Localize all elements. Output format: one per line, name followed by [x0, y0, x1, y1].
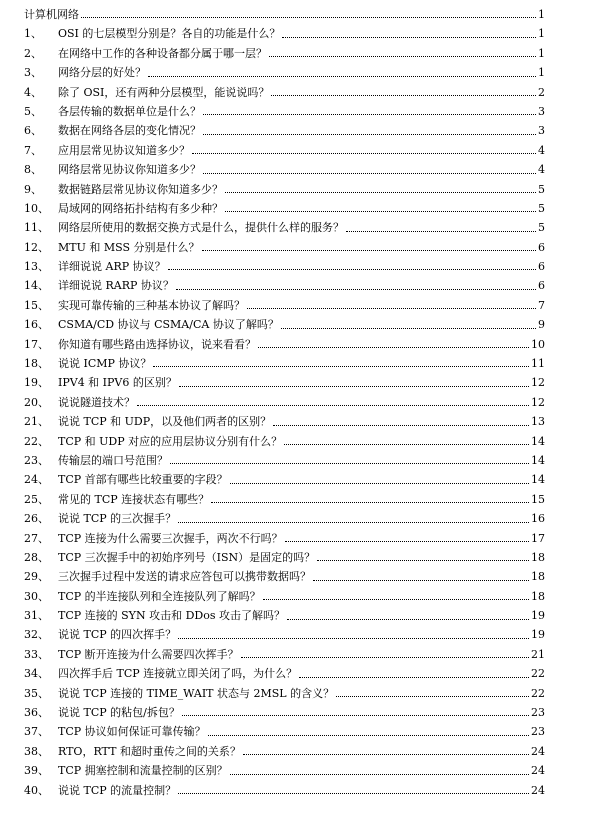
toc-entry-title: 说说 ICMP 协议？: [58, 357, 152, 371]
toc-dot-leader: [81, 17, 536, 18]
toc-entry[interactable]: [24, 24, 545, 43]
toc-entry-title: 详细说说 RARP 协议？: [58, 279, 174, 293]
toc-dot-leader: [230, 483, 529, 484]
toc-dot-leader: [317, 560, 529, 561]
toc-entry-title: MTU 和 MSS 分别是什么？: [58, 240, 200, 254]
toc-entry-number: 28、: [24, 550, 49, 564]
toc-entry-number: 12、: [24, 240, 49, 254]
toc-entry[interactable]: [24, 354, 545, 373]
toc-entry-title: TCP 连接为什么需要三次握手，两次不行吗？: [58, 531, 283, 545]
toc-dot-leader: [148, 76, 536, 77]
toc-entry-page: 1: [538, 66, 545, 80]
toc-entry[interactable]: [24, 761, 545, 780]
toc-entry-page: 12: [531, 376, 545, 390]
toc-entry-title: TCP 首部有哪些比较重要的字段？: [58, 473, 228, 487]
toc-dot-leader: [170, 463, 529, 464]
toc-entry-number: 36、: [24, 706, 49, 720]
toc-entry-number: 13、: [24, 260, 49, 274]
toc-dot-leader: [243, 754, 529, 755]
toc-entry-number: 17、: [24, 337, 49, 351]
toc-entry[interactable]: [24, 393, 545, 412]
toc-entry[interactable]: [24, 567, 545, 586]
toc-entry[interactable]: [24, 63, 545, 82]
toc-entry-number: 10、: [24, 201, 49, 215]
toc-dot-leader: [230, 774, 529, 775]
toc-entry-title: 网络层所使用的数据交换方式是什么，提供什么样的服务？: [58, 221, 344, 235]
toc-entry-page: 1: [538, 46, 545, 60]
toc-entry[interactable]: [24, 160, 545, 179]
toc-entry[interactable]: [24, 180, 545, 199]
toc-dot-leader: [285, 541, 529, 542]
toc-entry-number: 7、: [24, 143, 42, 157]
toc-entry-number: 19、: [24, 376, 49, 390]
toc-dot-leader: [287, 619, 529, 620]
toc-entry-page: 6: [538, 279, 545, 293]
toc-entry-page: 22: [531, 686, 545, 700]
toc-entry-title: RTO，RTT 和超时重传之间的关系？: [58, 744, 241, 758]
toc-entry-number: 24、: [24, 473, 49, 487]
toc-entry-page: 7: [538, 298, 545, 312]
toc-entry-title: TCP 拥塞控制和流量控制的区别？: [58, 764, 228, 778]
toc-entry-page: 24: [531, 783, 545, 797]
toc-entry-number: 9、: [24, 182, 42, 196]
toc-entry-number: 30、: [24, 589, 49, 603]
toc-entry-title: TCP 协议如何保证可靠传输？: [58, 725, 206, 739]
toc-entry-page: 23: [531, 706, 545, 720]
toc-entry[interactable]: [24, 451, 545, 470]
toc-dot-leader: [192, 153, 536, 154]
toc-entry-page: 24: [531, 744, 545, 758]
toc-entry-title: 三次握手过程中发送的请求应答包可以携带数据吗？: [58, 570, 311, 584]
toc-entry[interactable]: [24, 141, 545, 160]
toc-entry-title: 说说 TCP 的粘包/拆包？: [58, 706, 180, 720]
toc-entry-page: 22: [531, 667, 545, 681]
toc-entry[interactable]: [24, 238, 545, 257]
toc-dot-leader: [182, 715, 529, 716]
toc-entry-page: 6: [538, 240, 545, 254]
toc-entry-title: 局域网的网络拓扑结构有多少种？: [58, 201, 223, 215]
toc-entry-page: 6: [538, 260, 545, 274]
toc-entry-page: 4: [538, 163, 545, 177]
toc-entry[interactable]: [24, 722, 545, 741]
toc-dot-leader: [137, 405, 529, 406]
toc-dot-leader: [299, 677, 529, 678]
toc-entry-page: 14: [531, 434, 545, 448]
toc-entry-number: 2、: [24, 46, 42, 60]
toc-entry-title: TCP 断开连接为什么需要四次挥手？: [58, 647, 239, 661]
toc-entry[interactable]: [24, 296, 545, 315]
toc-entry[interactable]: [24, 529, 545, 548]
toc-entry-page: 24: [531, 764, 545, 778]
toc-entry-number: 8、: [24, 163, 42, 177]
toc-entry-number: 25、: [24, 492, 49, 506]
toc-dot-leader: [225, 211, 536, 212]
toc-heading-page: 1: [538, 7, 545, 21]
toc-entry-number: 26、: [24, 512, 49, 526]
toc-entry[interactable]: [24, 606, 545, 625]
toc-entry-number: 18、: [24, 357, 49, 371]
toc-entry-number: 39、: [24, 764, 49, 778]
toc-entry-page: 14: [531, 453, 545, 467]
toc-dot-leader: [263, 599, 529, 600]
toc-entry-page: 3: [538, 104, 545, 118]
toc-entry-number: 5、: [24, 104, 42, 118]
toc-entry-number: 23、: [24, 453, 49, 467]
toc-entry[interactable]: [24, 490, 545, 509]
toc-entry-title: 说说 TCP 的流量控制？: [58, 783, 177, 797]
toc-entry[interactable]: [24, 509, 545, 528]
toc-entry[interactable]: [24, 102, 545, 121]
toc-entry[interactable]: [24, 199, 545, 218]
toc-entry-page: 3: [538, 124, 545, 138]
toc-entry[interactable]: [24, 432, 545, 451]
toc-dot-leader: [247, 308, 536, 309]
toc-entry-page: 9: [538, 318, 545, 332]
toc-entry-title: 数据在网络各层的变化情况？: [58, 124, 201, 138]
toc-entry[interactable]: [24, 626, 545, 645]
toc-entry-title: 说说 TCP 的三次握手？: [58, 512, 177, 526]
toc-dot-leader: [281, 328, 536, 329]
toc-entry-number: 21、: [24, 415, 49, 429]
toc-entry-title: TCP 的半连接队列和全连接队列了解吗？: [58, 589, 261, 603]
toc-entry-title: 各层传输的数据单位是什么？: [58, 104, 201, 118]
toc-entry[interactable]: [24, 645, 545, 664]
toc-entry[interactable]: [24, 257, 545, 276]
toc-entry[interactable]: [24, 83, 545, 102]
toc-entry-number: 11、: [24, 221, 49, 235]
toc-entry-number: 37、: [24, 725, 49, 739]
toc-entry-title: 在网络中工作的各种设备都分属于哪一层？: [58, 46, 267, 60]
toc-dot-leader: [178, 522, 529, 523]
toc-dot-leader: [225, 192, 536, 193]
toc-entry-title: 实现可靠传输的三种基本协议了解吗？: [58, 298, 245, 312]
toc-entry-title: 说说 TCP 和 UDP，以及他们两者的区别？: [58, 415, 272, 429]
toc-dot-leader: [203, 114, 536, 115]
toc-entry-page: 19: [531, 609, 545, 623]
toc-entry[interactable]: [24, 373, 545, 392]
toc-entry[interactable]: [24, 335, 545, 354]
toc-entry-page: 2: [538, 85, 545, 99]
toc-entry[interactable]: [24, 703, 545, 722]
toc-entry-number: 15、: [24, 298, 49, 312]
toc-entry[interactable]: [24, 548, 545, 567]
toc-entry[interactable]: [24, 742, 545, 761]
toc-entry[interactable]: [24, 781, 545, 800]
toc-heading[interactable]: [24, 5, 545, 24]
toc-entry-page: 11: [531, 357, 545, 371]
toc-entry-title: 应用层常见协议知道多少？: [58, 143, 190, 157]
toc-entry-page: 15: [531, 492, 545, 506]
toc-entry-page: 12: [531, 395, 545, 409]
toc-entry-page: 18: [531, 550, 545, 564]
toc-entry-title: 说说隧道技术？: [58, 395, 135, 409]
toc-entry-number: 34、: [24, 667, 49, 681]
toc-entry-page: 4: [538, 143, 545, 157]
toc-entry-page: 10: [531, 337, 545, 351]
toc-entry-number: 22、: [24, 434, 49, 448]
toc-entry-page: 14: [531, 473, 545, 487]
toc-entry[interactable]: [24, 664, 545, 683]
toc-dot-leader: [178, 638, 529, 639]
toc-entry[interactable]: [24, 121, 545, 140]
toc-entry[interactable]: [24, 315, 545, 334]
toc-entry-page: 5: [538, 201, 545, 215]
toc-entry-title: 常见的 TCP 连接状态有哪些？: [58, 492, 210, 506]
toc-entry-page: 18: [531, 589, 545, 603]
toc-entry-number: 38、: [24, 744, 49, 758]
toc-dot-leader: [202, 250, 536, 251]
toc-dot-leader: [271, 95, 536, 96]
toc-entry[interactable]: [24, 218, 545, 237]
toc-dot-leader: [211, 502, 529, 503]
toc-entry-number: 3、: [24, 66, 42, 80]
toc-entry-title: 除了 OSI，还有两种分层模型，能说说吗？: [58, 85, 270, 99]
toc-entry[interactable]: [24, 276, 545, 295]
toc-entry-title: CSMA/CD 协议与 CSMA/CA 协议了解吗？: [58, 318, 279, 332]
toc-dot-leader: [284, 444, 529, 445]
toc-entry-number: 40、: [24, 783, 49, 797]
table-of-contents: [24, 5, 545, 800]
toc-entry-page: 18: [531, 570, 545, 584]
toc-dot-leader: [179, 386, 529, 387]
toc-entry-number: 31、: [24, 609, 49, 623]
toc-entry-number: 16、: [24, 318, 49, 332]
toc-entry-title: TCP 连接的 SYN 攻击和 DDos 攻击了解吗？: [58, 609, 285, 623]
toc-entry-page: 23: [531, 725, 545, 739]
toc-entry-title: 你知道有哪些路由选择协议，说来看看？: [58, 337, 256, 351]
toc-entry-title: TCP 三次握手中的初始序列号（ISN）是固定的吗？: [58, 550, 316, 564]
toc-entry-number: 35、: [24, 686, 49, 700]
toc-entries: [24, 24, 545, 800]
toc-entry-number: 20、: [24, 395, 49, 409]
toc-entry-number: 6、: [24, 124, 42, 138]
toc-entry-page: 5: [538, 221, 545, 235]
toc-entry-number: 27、: [24, 531, 49, 545]
toc-heading-title: 计算机网络: [24, 7, 79, 21]
toc-entry[interactable]: [24, 587, 545, 606]
toc-dot-leader: [176, 289, 536, 290]
toc-dot-leader: [203, 173, 536, 174]
toc-entry-title: 详细说说 ARP 协议？: [58, 260, 166, 274]
toc-dot-leader: [178, 793, 529, 794]
toc-dot-leader: [282, 37, 536, 38]
toc-entry[interactable]: [24, 470, 545, 489]
toc-entry-title: OSI 的七层模型分别是？各自的功能是什么？: [58, 27, 281, 41]
toc-entry-number: 1、: [24, 27, 42, 41]
toc-dot-leader: [241, 657, 529, 658]
toc-entry-number: 14、: [24, 279, 49, 293]
toc-entry-title: 四次挥手后 TCP 连接就立即关闭了吗，为什么？: [58, 667, 298, 681]
toc-dot-leader: [336, 696, 529, 697]
toc-entry-title: 说说 TCP 连接的 TIME_WAIT 状态与 2MSL 的含义？: [58, 686, 335, 700]
toc-dot-leader: [346, 231, 536, 232]
toc-entry-title: IPV4 和 IPV6 的区别？: [58, 376, 177, 390]
toc-entry[interactable]: [24, 412, 545, 431]
toc-entry-title: 数据链路层常见协议你知道多少？: [58, 182, 223, 196]
toc-entry-title: 说说 TCP 的四次挥手？: [58, 628, 177, 642]
toc-dot-leader: [273, 425, 529, 426]
toc-entry-title: 网络分层的好处？: [58, 66, 146, 80]
toc-entry-page: 17: [531, 531, 545, 545]
toc-dot-leader: [168, 269, 536, 270]
toc-dot-leader: [153, 366, 529, 367]
toc-entry-title: 网络层常见协议你知道多少？: [58, 163, 201, 177]
toc-entry-page: 21: [531, 647, 545, 661]
toc-entry-page: 5: [538, 182, 545, 196]
toc-entry-number: 33、: [24, 647, 49, 661]
toc-entry-page: 1: [538, 27, 545, 41]
toc-entry-number: 4、: [24, 85, 42, 99]
toc-entry[interactable]: [24, 44, 545, 63]
toc-entry-page: 19: [531, 628, 545, 642]
toc-entry-title: 传输层的端口号范围？: [58, 453, 168, 467]
toc-entry-number: 32、: [24, 628, 49, 642]
toc-entry-page: 13: [531, 415, 545, 429]
toc-dot-leader: [203, 134, 536, 135]
toc-dot-leader: [258, 347, 529, 348]
toc-entry-page: 16: [531, 512, 545, 526]
toc-dot-leader: [208, 735, 529, 736]
toc-entry-title: TCP 和 UDP 对应的应用层协议分别有什么？: [58, 434, 283, 448]
toc-entry-number: 29、: [24, 570, 49, 584]
toc-dot-leader: [313, 580, 529, 581]
toc-dot-leader: [269, 56, 536, 57]
toc-entry[interactable]: [24, 684, 545, 703]
